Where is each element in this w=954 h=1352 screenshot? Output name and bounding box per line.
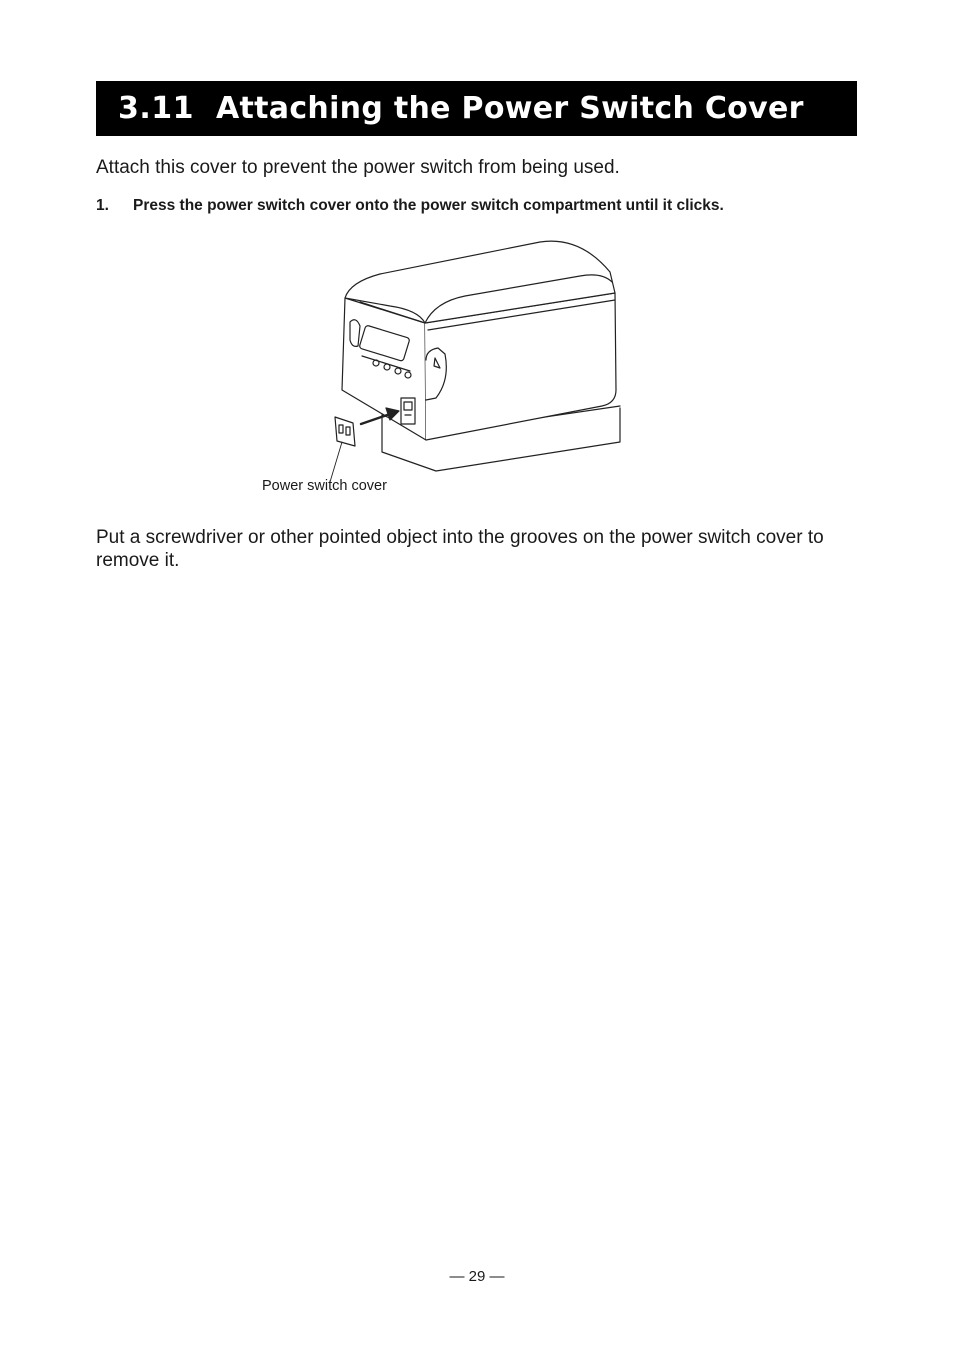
power-switch-cover-label: Power switch cover: [262, 478, 387, 494]
step-item: [96, 196, 724, 216]
removal-note: Put a screwdriver or other pointed object into the grooves on the power switch cover to remove it.: [96, 527, 824, 571]
section-header: [96, 81, 857, 136]
intro-paragraph: Attach this cover to prevent the power switch from being used.: [96, 157, 620, 178]
section-title: Attaching the Power Switch Cover: [216, 91, 804, 126]
page-number: — 29 —: [449, 1268, 505, 1285]
printer-drawing: [250, 230, 650, 510]
step-number: 1.: [96, 197, 109, 214]
step-text: Press the power switch cover onto the power switch compartment until it clicks.: [133, 197, 724, 214]
printer-illustration: [250, 230, 650, 510]
section-number: 3.11: [118, 91, 195, 126]
